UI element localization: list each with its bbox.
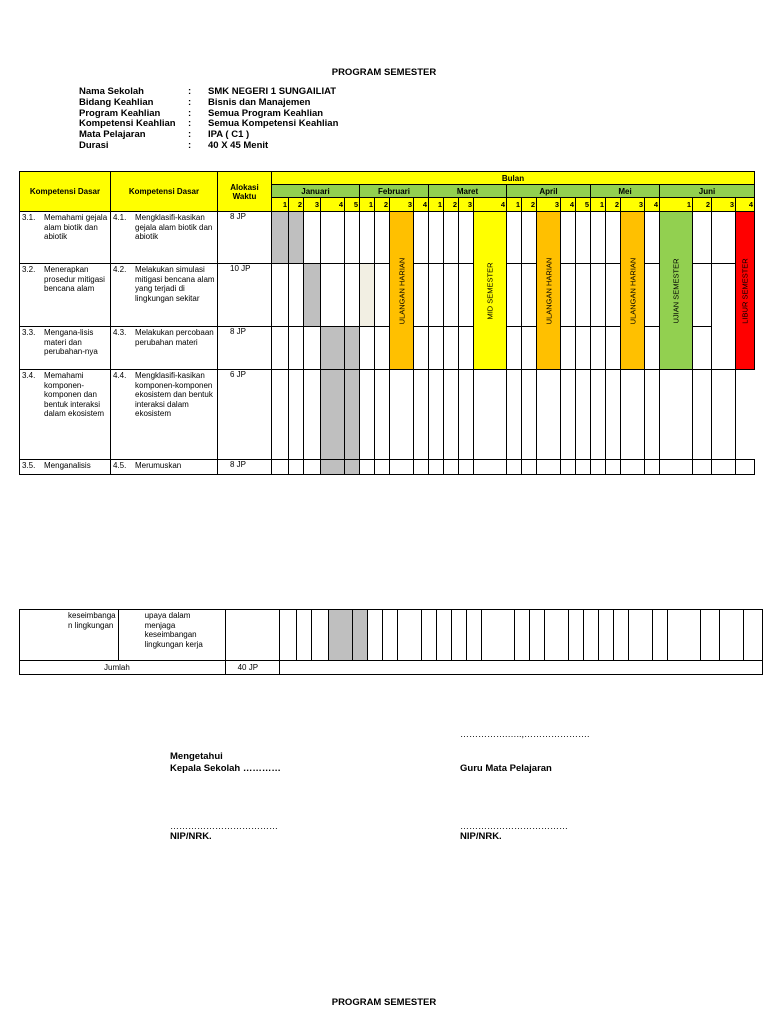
week-number: 1	[360, 198, 375, 212]
scheduled-week	[321, 370, 345, 460]
week-cell	[444, 460, 459, 475]
month-januari: Januari	[272, 185, 360, 198]
info-label: Mata Pelajaran	[79, 129, 146, 141]
week-cell	[279, 610, 296, 661]
kepala-sekolah-label: Kepala Sekolah …………	[170, 763, 281, 774]
week-cell	[712, 460, 736, 475]
week-cell	[660, 370, 693, 460]
week-cell	[576, 370, 591, 460]
week-cell	[429, 212, 444, 264]
week-cell	[712, 370, 736, 460]
k4-text: upaya dalam menjaga keseimbangan lingkungan kerja	[144, 611, 203, 649]
week-cell	[652, 610, 667, 661]
k4-cell	[111, 370, 218, 460]
week-cell	[660, 460, 693, 475]
week-cell	[621, 370, 645, 460]
week-cell	[414, 264, 429, 327]
header-kompetensi-dasar: Kompetensi Dasar	[20, 172, 111, 212]
week-cell	[414, 212, 429, 264]
week-cell	[700, 610, 719, 661]
kd-number: 3.4.	[22, 371, 36, 380]
info-colon: :	[188, 107, 192, 119]
table-row	[20, 370, 755, 460]
scheduled-week	[352, 610, 367, 661]
week-cell	[568, 610, 583, 661]
ulangan-harian-mei	[621, 212, 645, 370]
kd-number: 3.3.	[22, 328, 36, 337]
k4-cell	[111, 264, 218, 327]
info-colon: :	[188, 86, 192, 97]
week-cell	[466, 610, 481, 661]
date-placeholder: …………….…..,………………….	[460, 729, 590, 739]
kd-text: Memahami gejala alam biotik dan abiotik	[44, 213, 108, 242]
ujian-semester-jun	[660, 212, 693, 370]
week-number: 2	[693, 198, 712, 212]
week-cell	[367, 610, 382, 661]
week-cell	[522, 460, 537, 475]
week-cell	[304, 212, 321, 264]
week-number: 1	[660, 198, 693, 212]
week-number: 4	[561, 198, 576, 212]
week-cell	[390, 460, 414, 475]
week-cell	[360, 212, 375, 264]
info-label: Bidang Keahlian	[79, 96, 154, 108]
week-cell	[414, 460, 429, 475]
kd-cell	[20, 212, 111, 264]
kd-cell	[20, 327, 111, 370]
nip-left: NIP/NRK.	[170, 831, 212, 842]
kd-cell	[20, 610, 119, 661]
header-kompetensi-dasar-2: Kompetensi Dasar	[111, 172, 218, 212]
info-label: Durasi	[79, 139, 109, 151]
kd-text: Mengana-lisis materi dan perubahan-nya	[44, 328, 98, 357]
kd-number: 3.2.	[22, 265, 36, 274]
info-colon: :	[188, 129, 192, 141]
week-cell	[459, 460, 474, 475]
kd-cell	[20, 370, 111, 460]
info-colon: :	[188, 139, 192, 151]
scheduled-week	[345, 370, 360, 460]
event-label: LIBUR SEMESTER	[740, 257, 750, 324]
kd-text: Menganalisis	[44, 461, 91, 470]
k4-cell	[111, 460, 218, 475]
week-cell	[606, 212, 621, 264]
week-cell	[429, 460, 444, 475]
week-number: 1	[591, 198, 606, 212]
ulangan-harian-apr	[537, 212, 561, 370]
info-value: 40 X 45 Menit	[208, 139, 269, 151]
table-row	[20, 610, 763, 661]
week-cell	[304, 370, 321, 460]
scheduled-week	[304, 264, 321, 327]
k4-text: Mengklasifi-kasikan komponen-komponen ekosistem dan bentuk interaksi dalam ekosistem	[135, 371, 213, 419]
libur-semester-jun	[736, 212, 755, 370]
week-cell	[645, 212, 660, 264]
week-cell	[436, 610, 451, 661]
week-cell	[537, 370, 561, 460]
info-label: Nama Sekolah	[79, 86, 144, 97]
week-cell	[561, 460, 576, 475]
k4-number: 4.2.	[113, 265, 127, 274]
week-cell	[459, 370, 474, 460]
week-cell	[304, 460, 321, 475]
info-colon: :	[188, 118, 192, 130]
info-value: Bisnis dan Manajemen	[208, 96, 311, 108]
week-cell	[583, 610, 598, 661]
week-cell	[693, 327, 712, 370]
k4-text: Melakukan percobaan perubahan materi	[135, 328, 214, 347]
week-cell	[272, 264, 289, 327]
week-number: 4	[414, 198, 429, 212]
schedule-table-continued	[19, 609, 763, 675]
alokasi-jp: 8 JP	[218, 327, 272, 370]
k4-text: Melakukan simulasi mitigasi bencana alam yang terjadi di lingkungan sekitar	[135, 265, 215, 303]
week-number: 3	[390, 198, 414, 212]
ulangan-harian-feb	[390, 212, 414, 370]
signature-line-left: ………………………………	[170, 821, 278, 831]
week-cell	[576, 327, 591, 370]
week-cell	[693, 460, 712, 475]
week-cell	[289, 460, 304, 475]
week-cell	[444, 370, 459, 460]
week-cell	[289, 370, 304, 460]
week-cell	[606, 327, 621, 370]
week-cell	[576, 460, 591, 475]
week-cell	[522, 370, 537, 460]
week-cell	[719, 610, 743, 661]
header-bulan: Bulan	[272, 172, 755, 185]
alokasi-jp: 10 JP	[218, 264, 272, 327]
kd-text: Memahami komponen-komponen dan bentuk interaksi dalam ekosistem	[44, 371, 105, 419]
k4-text: Mengklasifi-kasikan gejala alam biotik dan abiotik	[135, 213, 213, 242]
event-label: ULANGAN HARIAN	[397, 257, 406, 324]
week-cell	[429, 370, 444, 460]
week-cell	[645, 370, 660, 460]
week-cell	[375, 212, 390, 264]
month-februari: Februari	[360, 185, 429, 198]
week-cell	[576, 264, 591, 327]
week-number: 2	[444, 198, 459, 212]
week-cell	[459, 264, 474, 327]
week-cell	[459, 212, 474, 264]
scheduled-week	[289, 212, 304, 264]
week-cell	[522, 212, 537, 264]
week-cell	[375, 264, 390, 327]
week-cell	[693, 212, 712, 264]
week-cell	[507, 460, 522, 475]
week-cell	[598, 610, 613, 661]
week-cell	[645, 264, 660, 327]
event-label: ULANGAN HARIAN	[628, 257, 637, 324]
kd-text: Menerapkan prosedur mitigasi bencana alam	[44, 265, 105, 294]
kd-cell	[20, 460, 111, 475]
week-cell	[360, 460, 375, 475]
total-label: Jumlah	[20, 661, 226, 675]
info-value: Semua Kompetensi Keahlian	[208, 118, 339, 130]
week-cell	[743, 610, 762, 661]
scheduled-week	[328, 610, 352, 661]
total-value: 40 JP	[225, 661, 279, 675]
k4-number: 4.5.	[113, 461, 127, 470]
week-number: 1	[429, 198, 444, 212]
week-cell	[289, 327, 304, 370]
nip-right: NIP/NRK.	[460, 831, 502, 842]
week-cell	[444, 212, 459, 264]
week-cell	[591, 264, 606, 327]
week-cell	[522, 264, 537, 327]
week-cell	[667, 610, 700, 661]
info-value: IPA ( C1 )	[208, 129, 250, 141]
k4-number: 4.4.	[113, 371, 127, 380]
week-cell	[444, 264, 459, 327]
week-number: 4	[321, 198, 345, 212]
week-number: 2	[606, 198, 621, 212]
week-cell	[345, 212, 360, 264]
kd-cell	[20, 264, 111, 327]
scheduled-week	[345, 460, 360, 475]
week-cell	[321, 264, 345, 327]
week-cell	[429, 264, 444, 327]
kd-number: 3.5.	[22, 461, 36, 470]
week-number: 1	[507, 198, 522, 212]
week-cell	[621, 460, 645, 475]
month-mei: Mei	[591, 185, 660, 198]
week-cell	[397, 610, 421, 661]
month-juni: Juni	[660, 185, 755, 198]
total-row	[20, 661, 763, 675]
mengetahui-label: Mengetahui	[170, 751, 223, 762]
signature-line-right: ………………………………	[460, 821, 568, 831]
info-row-durasi	[79, 141, 338, 152]
week-cell	[507, 327, 522, 370]
week-cell	[390, 370, 414, 460]
scheduled-week	[345, 327, 360, 370]
week-cell	[712, 212, 736, 264]
scheduled-week	[272, 212, 289, 264]
week-cell	[360, 264, 375, 327]
week-cell	[606, 460, 621, 475]
week-cell	[606, 370, 621, 460]
schedule-table	[19, 171, 755, 475]
event-label: MID SEMESTER	[485, 261, 495, 320]
month-maret: Maret	[429, 185, 507, 198]
week-cell	[522, 327, 537, 370]
week-cell	[606, 264, 621, 327]
school-info	[79, 87, 338, 152]
week-cell	[481, 610, 514, 661]
info-value: Semua Program Keahlian	[208, 107, 324, 119]
week-number: 4	[736, 198, 755, 212]
week-cell	[613, 610, 628, 661]
week-cell	[645, 327, 660, 370]
week-number: 5	[576, 198, 591, 212]
total-empty	[279, 661, 762, 675]
event-label: ULANGAN HARIAN	[544, 257, 553, 324]
document-title-next-page: PROGRAM SEMESTER	[331, 997, 437, 1008]
week-cell	[736, 460, 755, 475]
week-cell	[561, 370, 576, 460]
week-cell	[311, 610, 328, 661]
week-cell	[645, 460, 660, 475]
event-label: UJIAN SEMESTER	[671, 257, 681, 324]
week-cell	[591, 212, 606, 264]
week-number: 3	[621, 198, 645, 212]
week-cell	[561, 212, 576, 264]
week-cell	[693, 370, 712, 460]
month-april: April	[507, 185, 591, 198]
week-number: 2	[289, 198, 304, 212]
week-cell	[591, 370, 606, 460]
alokasi-jp: 6 JP	[218, 370, 272, 460]
week-cell	[429, 327, 444, 370]
week-cell	[414, 370, 429, 460]
week-cell	[591, 327, 606, 370]
alokasi-jp: 8 JP	[218, 460, 272, 475]
scheduled-week	[321, 460, 345, 475]
k4-text: Merumuskan	[135, 461, 182, 470]
week-cell	[296, 610, 311, 661]
week-number: 3	[537, 198, 561, 212]
scheduled-week	[321, 327, 345, 370]
week-cell	[474, 460, 507, 475]
k4-cell	[111, 327, 218, 370]
table-row	[20, 212, 755, 264]
k4-number: 4.1.	[113, 213, 127, 222]
week-cell	[375, 370, 390, 460]
header-alokasi-waktu: Alokasi Waktu	[218, 172, 272, 212]
guru-label: Guru Mata Pelajaran	[460, 763, 552, 774]
table-row	[20, 460, 755, 475]
week-number: 4	[474, 198, 507, 212]
week-cell	[451, 610, 466, 661]
week-number: 4	[645, 198, 660, 212]
week-number: 1	[272, 198, 289, 212]
info-label: Kompetensi Keahlian	[79, 118, 176, 130]
week-cell	[375, 327, 390, 370]
week-cell	[382, 610, 397, 661]
week-cell	[360, 370, 375, 460]
week-cell	[507, 212, 522, 264]
week-cell	[507, 370, 522, 460]
week-cell	[444, 327, 459, 370]
alokasi-jp	[225, 610, 279, 661]
week-cell	[544, 610, 568, 661]
week-cell	[591, 460, 606, 475]
mid-semester-mar	[474, 212, 507, 370]
week-cell	[321, 212, 345, 264]
week-number: 2	[375, 198, 390, 212]
week-cell	[272, 327, 289, 370]
info-row-bidang-keahlian	[79, 98, 338, 109]
kd-number: 3.1.	[22, 213, 36, 222]
week-cell	[414, 327, 429, 370]
week-number: 5	[345, 198, 360, 212]
week-number: 3	[304, 198, 321, 212]
week-cell	[304, 327, 321, 370]
week-cell	[375, 460, 390, 475]
week-number: 3	[459, 198, 474, 212]
k4-cell	[118, 610, 225, 661]
week-cell	[360, 327, 375, 370]
week-cell	[272, 460, 289, 475]
week-cell	[272, 370, 289, 460]
week-number: 2	[522, 198, 537, 212]
alokasi-jp: 8 JP	[218, 212, 272, 264]
week-cell	[507, 264, 522, 327]
week-cell	[421, 610, 436, 661]
week-cell	[561, 264, 576, 327]
info-value: SMK NEGERI 1 SUNGAILIAT	[208, 86, 337, 97]
week-cell	[537, 460, 561, 475]
week-cell	[628, 610, 652, 661]
k4-cell	[111, 212, 218, 264]
week-cell	[514, 610, 529, 661]
week-cell	[474, 370, 507, 460]
week-cell	[576, 212, 591, 264]
info-label: Program Keahlian	[79, 107, 161, 119]
week-number: 3	[712, 198, 736, 212]
k4-number: 4.3.	[113, 328, 127, 337]
document-title: PROGRAM SEMESTER	[331, 67, 437, 78]
week-cell	[345, 264, 360, 327]
week-cell	[289, 264, 304, 327]
week-cell	[529, 610, 544, 661]
info-colon: :	[188, 96, 192, 108]
week-cell	[459, 327, 474, 370]
week-cell	[561, 327, 576, 370]
kd-text: keseimbanga n lingkungan	[68, 611, 116, 630]
week-cell	[693, 264, 712, 327]
